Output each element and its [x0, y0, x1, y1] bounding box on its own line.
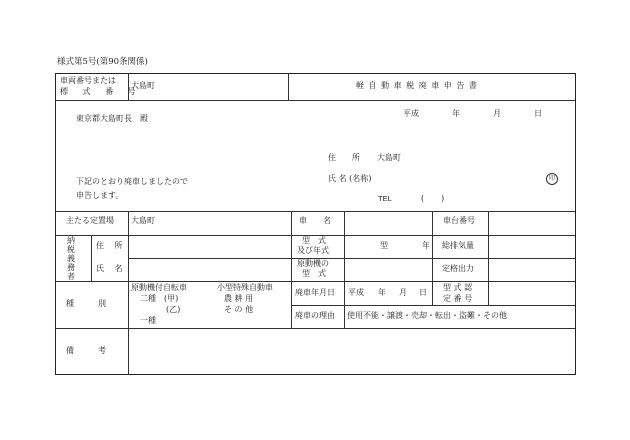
date-day: 日 — [534, 109, 542, 118]
storage-location-value: 大島町 — [131, 216, 155, 225]
date-year: 年 — [452, 109, 460, 118]
applicant-address-value: 大島町 — [377, 153, 401, 162]
remarks-label: 備 考 — [66, 346, 106, 355]
applicant-address-label: 住 所 — [328, 153, 360, 162]
type-class2b: (乙) — [166, 305, 181, 314]
form-title: 軽 自 動 車 税 廃 車 申 告 書 — [356, 81, 478, 90]
taxpayer-address-label: 住 所 — [96, 241, 127, 250]
scrap-date-month: 月 — [399, 288, 407, 297]
statement-line-1: 下記のとおり廃車しましたので — [76, 177, 188, 186]
type-class1: 一種 — [140, 316, 156, 325]
taxpayer-label: 納税義務者 — [67, 236, 75, 281]
storage-location-label: 主たる定置場 — [66, 216, 114, 225]
type-class2: 二種 (甲) — [140, 294, 179, 303]
date-month: 月 — [493, 109, 501, 118]
taxpayer-name-label: 氏 名 — [96, 264, 127, 273]
type-small-special: 小型特殊自動車 — [217, 283, 273, 292]
model-label-2: 及び年式 — [297, 246, 329, 255]
scrap-date-day: 日 — [419, 288, 427, 297]
addressee: 東京都大島町長 殿 — [76, 114, 148, 123]
plate-number-label: 標 式 番 号 — [60, 87, 142, 96]
tel-paren-close: ) — [441, 194, 445, 203]
type-other: そ の 他 — [224, 305, 254, 314]
displacement-label: 総排気量 — [442, 241, 474, 250]
model-year-label: 年 — [422, 241, 430, 250]
scrap-reason-options: 使用不能・譲渡・売却・転出・盗難・その他 — [347, 311, 507, 320]
vehicle-name-label: 車 名 — [299, 216, 331, 225]
type-certification-label-2: 定 番 号 — [443, 294, 473, 303]
scrap-reason-label: 廃車の理由 — [295, 311, 335, 320]
scrap-date-label: 廃車年月日 — [295, 288, 335, 297]
form-number: 様式第5号(第90条関係) — [57, 57, 148, 67]
chassis-number-label: 車台番号 — [443, 216, 475, 225]
model-label-1: 型 式 — [302, 236, 326, 245]
model-value-label: 型 — [380, 241, 388, 250]
seal-mark: 印 — [546, 173, 558, 185]
vehicle-number-value: 大島町 — [131, 81, 155, 90]
date-era: 平成 — [403, 109, 419, 118]
tel-label: TEL — [378, 194, 392, 203]
type-certification-label-1: 型 式 認 — [443, 283, 473, 292]
vehicle-type-label: 種 別 — [66, 299, 106, 308]
scrap-date-era: 平成 — [348, 288, 364, 297]
tel-paren-open: ( — [421, 194, 425, 203]
statement-line-2: 申告します。 — [76, 191, 124, 200]
scrap-date-year: 年 — [378, 288, 386, 297]
engine-model-label-2: 型 式 — [302, 269, 326, 278]
type-moped: 原動機付自転車 — [131, 283, 187, 292]
engine-model-label-1: 原動機の — [297, 259, 329, 268]
type-agricultural: 農 耕 用 — [224, 294, 254, 303]
applicant-name-label: 氏 名 (名称) — [328, 174, 372, 183]
rated-output-label: 定格出力 — [442, 264, 474, 273]
vehicle-number-label: 車両番号または — [60, 76, 116, 85]
